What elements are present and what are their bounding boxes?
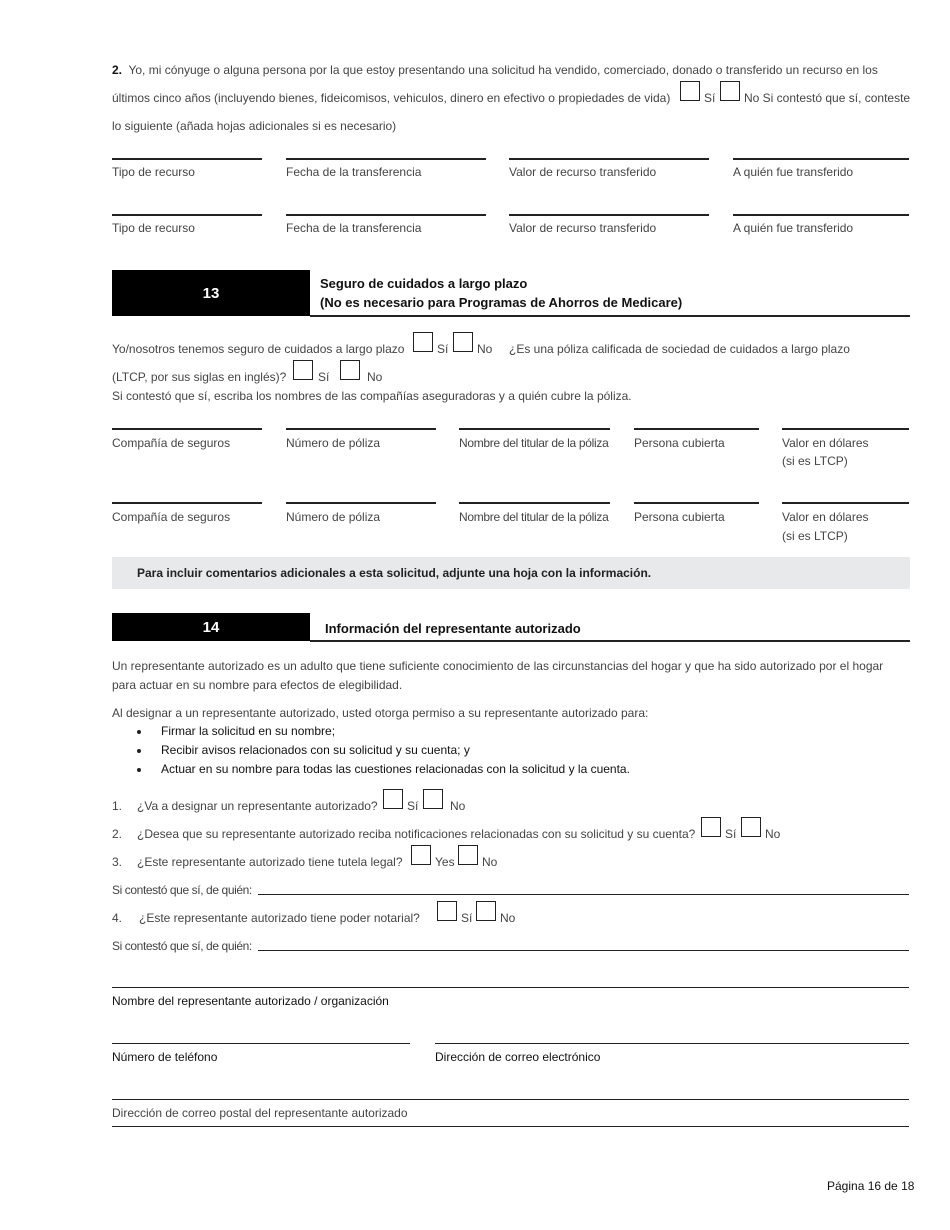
transfer-row2-value-field[interactable] — [509, 214, 709, 216]
rep-q3-yes-label: Yes — [435, 855, 455, 869]
rep-q1-no-label: No — [450, 799, 466, 813]
ins-row1-company-field[interactable] — [112, 428, 262, 430]
ins-row1-holder-label: Nombre del titular de la póliza — [459, 436, 609, 450]
ins-row2-holder-field[interactable] — [459, 502, 610, 504]
rep-q4-yes-checkbox[interactable] — [437, 901, 457, 921]
rep-q3-number: 3. — [112, 855, 123, 869]
rep-permission-2: Recibir avisos relacionados con su solicitud y su cuenta; y — [161, 743, 470, 757]
ltc-question: Yo/nosotros tenemos seguro de cuidados a largo plazo — [112, 342, 405, 356]
section14-title: Información del representante autorizado — [325, 621, 581, 636]
rep-q1-yes-checkbox[interactable] — [383, 789, 403, 809]
ins-row1-value-field[interactable] — [782, 428, 909, 430]
ins-row2-policy-label: Número de póliza — [286, 510, 381, 524]
ltc-no-checkbox[interactable] — [453, 332, 473, 352]
q2-text-line1: Yo, mi cónyuge o alguna persona por la que estoy presentando una solicitud ha vendido, comerciado, donado o transferido un recurso en los — [128, 63, 878, 77]
rep-q2-number: 2. — [112, 827, 123, 841]
rep-q2-no-checkbox[interactable] — [741, 817, 761, 837]
q2-no-checkbox[interactable] — [720, 81, 740, 101]
rep-q2-text: ¿Desea que su representante autorizado reciba notificaciones relacionadas con su solicitud y su cuenta? — [137, 827, 696, 841]
transfer-row1-value-field[interactable] — [509, 158, 709, 160]
q2-yes-checkbox[interactable] — [680, 81, 700, 101]
rep-phone-field[interactable] — [112, 1043, 410, 1044]
transfer-row1-type-label: Tipo de recurso — [112, 165, 195, 179]
section13-number: 13 — [112, 270, 310, 316]
rep-q3-no-checkbox[interactable] — [458, 845, 478, 865]
transfer-row1-value-label: Valor de recurso transferido — [509, 165, 657, 179]
transfer-row2-date-label: Fecha de la transferencia — [286, 221, 422, 235]
rep-q3-no-label: No — [482, 855, 498, 869]
rep-q1-no-checkbox[interactable] — [423, 789, 443, 809]
ltc-no-label: No — [477, 342, 493, 356]
transfer-row1-date-label: Fecha de la transferencia — [286, 165, 422, 179]
rep-q2-no-label: No — [765, 827, 781, 841]
guardian-of-whom-field[interactable] — [258, 894, 909, 895]
rep-name-field[interactable] — [112, 987, 909, 988]
transfer-row2-type-field[interactable] — [112, 214, 262, 216]
transfer-row2-recipient-field[interactable] — [733, 214, 909, 216]
ins-row2-value-sublabel: (si es LTCP) — [782, 529, 848, 543]
rep-q1-yes-label: Sí — [407, 799, 419, 813]
rep-intro-line3: Al designar a un representante autorizado, usted otorga permiso a su representante autorizado para: — [112, 706, 649, 720]
rep-q1-text: ¿Va a designar un representante autorizado? — [137, 799, 378, 813]
section13-title-line1: Seguro de cuidados a largo plazo — [320, 276, 528, 291]
rep-mail-label: Dirección de correo postal del representante autorizado — [112, 1106, 408, 1120]
rep-name-label: Nombre del representante autorizado / organización — [112, 994, 389, 1008]
rep-email-label: Dirección de correo electrónico — [435, 1050, 601, 1064]
rep-q4-number: 4. — [112, 911, 123, 925]
transfer-row1-recipient-label: A quién fue transferido — [733, 165, 854, 179]
comments-note-text: Para incluir comentarios adicionales a esta solicitud, adjunte una hoja con la información. — [137, 566, 652, 580]
ins-row2-value-label: Valor en dólares — [782, 510, 869, 524]
q2-text-line2: últimos cinco años (incluyendo bienes, fideicomisos, vehiculos, dinero en efectivo o propiedades de vida) — [112, 91, 671, 105]
section13-header-rule — [310, 315, 910, 317]
ins-row2-company-field[interactable] — [112, 502, 262, 504]
ins-row1-company-label: Compañía de seguros — [112, 436, 231, 450]
rep-q3-text: ¿Este representante autorizado tiene tutela legal? — [137, 855, 403, 869]
poa-of-whom-label: Si contestó que sí, de quién: — [112, 939, 252, 953]
ltcp-yes-checkbox[interactable] — [293, 360, 313, 380]
ins-row1-covered-label: Persona cubierta — [634, 436, 725, 450]
page-number: Página 16 de 18 — [827, 1179, 915, 1193]
transfer-row1-date-field[interactable] — [286, 158, 486, 160]
transfer-row2-type-label: Tipo de recurso — [112, 221, 195, 235]
bullet-dot — [137, 730, 141, 734]
ltcp-no-checkbox[interactable] — [340, 360, 360, 380]
ltc-yes-label: Sí — [437, 342, 449, 356]
bullet-dot — [137, 749, 141, 753]
transfer-row2-date-field[interactable] — [286, 214, 486, 216]
ins-row1-holder-field[interactable] — [459, 428, 610, 430]
q2-yes-label: Sí — [704, 91, 716, 105]
rep-q3-yes-checkbox[interactable] — [411, 845, 431, 865]
rep-q4-no-checkbox[interactable] — [476, 901, 496, 921]
ins-row1-policy-label: Número de póliza — [286, 436, 381, 450]
transfer-row2-recipient-label: A quién fue transferido — [733, 221, 854, 235]
rep-permission-1: Firmar la solicitud en su nombre; — [161, 724, 336, 738]
section14-header-rule — [310, 640, 910, 642]
ins-row1-policy-field[interactable] — [286, 428, 436, 430]
rep-mail-bottom-rule — [112, 1126, 909, 1127]
ins-row2-covered-field[interactable] — [634, 502, 759, 504]
rep-mail-field[interactable] — [112, 1099, 909, 1100]
ltc-yes-checkbox[interactable] — [413, 332, 433, 352]
q2-line1 — [112, 63, 878, 77]
transfer-row2-value-label: Valor de recurso transferido — [509, 221, 657, 235]
rep-q1-number: 1. — [112, 799, 123, 813]
ltc-instruction: Si contestó que sí, escriba los nombres de las compañías aseguradoras y a quién cubre la póliza. — [112, 389, 632, 403]
ins-row1-value-label: Valor en dólares — [782, 436, 869, 450]
section13-title-line2: (No es necesario para Programas de Ahorros de Medicare) — [320, 295, 683, 310]
q2-number: 2. — [112, 63, 123, 77]
rep-permission-3: Actuar en su nombre para todas las cuestiones relacionadas con la solicitud y la cuenta. — [161, 762, 630, 776]
ins-row2-holder-label: Nombre del titular de la póliza — [459, 510, 609, 524]
ins-row2-value-field[interactable] — [782, 502, 909, 504]
ins-row1-value-sublabel: (si es LTCP) — [782, 454, 848, 468]
section14-number: 14 — [112, 613, 310, 641]
rep-phone-label: Número de teléfono — [112, 1050, 218, 1064]
rep-q4-text: ¿Este representante autorizado tiene poder notarial? — [139, 911, 420, 925]
q2-no-label: No Si contestó que sí, conteste — [744, 91, 911, 105]
rep-email-field[interactable] — [435, 1043, 909, 1044]
comments-note-bar — [112, 557, 910, 589]
rep-q2-yes-checkbox[interactable] — [701, 817, 721, 837]
ltcp-yes-label: Sí — [318, 370, 330, 384]
guardian-of-whom-label: Si contestó que sí, de quién: — [112, 883, 252, 897]
transfer-row1-recipient-field[interactable] — [733, 158, 909, 160]
transfer-row1-type-field[interactable] — [112, 158, 262, 160]
ins-row2-policy-field[interactable] — [286, 502, 436, 504]
rep-q2-yes-label: Sí — [725, 827, 737, 841]
ltcp-question-line2: (LTCP, por sus siglas en inglés)? — [112, 370, 287, 384]
q2-text-line3: lo siguiente (añada hojas adicionales si es necesario) — [112, 119, 397, 133]
ltcp-no-label: No — [367, 370, 383, 384]
ins-row2-covered-label: Persona cubierta — [634, 510, 725, 524]
ltcp-question: ¿Es una póliza calificada de sociedad de cuidados a largo plazo — [509, 342, 850, 356]
rep-q4-yes-label: Sí — [461, 911, 473, 925]
ins-row2-company-label: Compañía de seguros — [112, 510, 231, 524]
poa-of-whom-field[interactable] — [258, 950, 909, 951]
ins-row1-covered-field[interactable] — [634, 428, 759, 430]
bullet-dot — [137, 768, 141, 772]
rep-intro-line2: para actuar en su nombre para efectos de elegibilidad. — [112, 678, 403, 692]
rep-q4-no-label: No — [500, 911, 516, 925]
rep-intro-line1: Un representante autorizado es un adulto que tiene suficiente conocimiento de las circunstancias del hogar y que ha sido autorizado por el hogar — [112, 659, 884, 673]
